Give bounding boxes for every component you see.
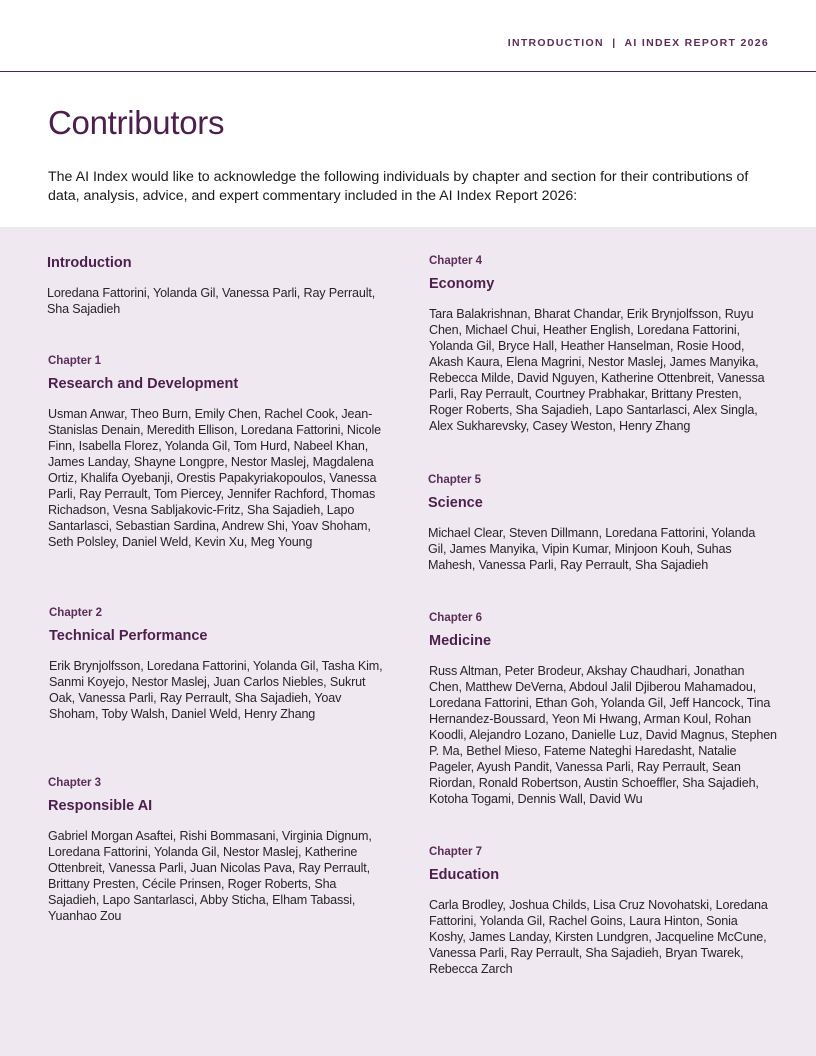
section-heading: Responsible AI bbox=[48, 798, 153, 814]
contributor-names: Erik Brynjolfsson, Loredana Fattorini, Yolanda Gil, Tasha Kim, Sanmi Koyejo, Nestor Maslej, Juan Carlos Niebles, Sukrut Oak, Vanessa Parli, Ray Perrault, Sha Sajadieh, Yoav Shoham, Toby Walsh, Daniel Weld, Henry Zhang bbox=[49, 659, 383, 721]
chapter-label: Chapter 6 bbox=[429, 612, 483, 624]
chapter-label: Chapter 7 bbox=[429, 846, 483, 858]
chapter-label: Chapter 3 bbox=[48, 777, 102, 789]
contributor-names: Gabriel Morgan Asaftei, Rishi Bommasani, Virginia Dignum, Loredana Fattorini, Yolanda Gil, Nestor Maslej, Katherine Ottenbreit, Vanessa Parli, Juan Nicolas Pava, Ray Perrault, Brittany Presten, Cécile Prinsen, Roger Roberts, Sha Sajadieh, Lapo Santarlasci, Abby Sticha, Elham Tabassi, Yuanhao Zou bbox=[48, 829, 372, 923]
running-header bbox=[0, 0, 816, 72]
contributor-names: Russ Altman, Peter Brodeur, Akshay Chaudhari, Jonathan Chen, Matthew DeVerna, Abdoul Jalil Djiberou Mahamadou, Loredana Fattorini, Ethan Goh, Yolanda Gil, Jeff Hancock, Tina Hernandez-Boussard, Yeon Mi Hwang, Arman Koul, Rohan Koodli, Alejandro Lozano, Danielle Luz, David Magnus, Stephen P. Ma, Bethel Mieso, Fateme Nateghi Haredasht, Natalie Pageler, Ayush Pandit, Vanessa Parli, Ray Perrault, Sean Riordan, Ronald Robertson, Austin Schoeffler, Sha Sajadieh, Kotoha Togami, Dennis Wall, David Wu bbox=[429, 664, 777, 806]
chapter-label: Chapter 2 bbox=[49, 607, 103, 619]
chapter-label: Chapter 4 bbox=[429, 255, 483, 267]
section-chapter-1 bbox=[48, 355, 383, 550]
section-heading: Science bbox=[428, 495, 483, 511]
page-title: Contributors bbox=[48, 104, 225, 141]
running-header-label: INTRODUCTION | AI INDEX REPORT 2026 bbox=[507, 37, 769, 49]
contributor-names: Tara Balakrishnan, Bharat Chandar, Erik Brynjolfsson, Ruyu Chen, Michael Chui, Heather English, Loredana Fattorini, Yolanda Gil, Bryce Hall, Heather Hanselman, Rosie Hood, Akash Kaura, Elena Magrini, Nestor Maslej, James Manyika, Rebecca Milde, David Nguyen, Katherine Ottenbreit, Vanessa Parli, Ray Perrault, Courtney Prabhakar, Brittany Presten, Roger Roberts, Sha Sajadieh, Lapo Santarlasci, Alex Singla, Alex Sukharevsky, Casey Weston, Henry Zhang bbox=[429, 307, 765, 433]
section-heading: Technical Performance bbox=[49, 628, 208, 644]
section-chapter-5 bbox=[428, 474, 776, 573]
section-heading: Economy bbox=[429, 276, 495, 292]
section-chapter-2 bbox=[49, 607, 384, 722]
section-chapter-7 bbox=[429, 846, 777, 977]
chapter-label: Chapter 1 bbox=[48, 355, 102, 367]
section-heading: Introduction bbox=[47, 255, 132, 271]
section-chapter-6 bbox=[429, 612, 777, 807]
contributor-names: Carla Brodley, Joshua Childs, Lisa Cruz Novohatski, Loredana Fattorini, Yolanda Gil, Rachel Goins, Laura Hinton, Sonia Koshy, James Landay, Kirsten Lundgren, Jacqueline McCune, Vanessa Parli, Ray Perrault, Sha Sajadieh, Bryan Twarek, Rebecca Zarch bbox=[429, 898, 768, 976]
section-introduction bbox=[47, 255, 382, 317]
section-chapter-3 bbox=[48, 777, 383, 924]
section-heading: Education bbox=[429, 867, 500, 883]
contributor-names: Usman Anwar, Theo Burn, Emily Chen, Rachel Cook, Jean-Stanislas Denain, Meredith Ellison, Loredana Fattorini, Nicole Finn, Isabella Florez, Yolanda Gil, Tom Hurd, Nabeel Khan, James Landay, Shayne Longpre, Nestor Maslej, Magdalena Ortiz, Khalifa Oyebanji, Orestis Papakyriakopoulos, Vanessa Parli, Ray Perrault, Tom Piercey, Jennifer Rachford, Thomas Richadson, Vesna Sabljakovic-Fritz, Sha Sajadieh, Lapo Santarlasci, Sebastian Sardina, Andrew Shi, Yoav Shoham, Seth Polsley, Daniel Weld, Kevin Xu, Meg Young bbox=[48, 407, 382, 549]
section-heading: Medicine bbox=[429, 633, 492, 649]
section-heading: Research and Development bbox=[48, 376, 239, 392]
section-chapter-4 bbox=[429, 255, 777, 434]
contributor-names: Loredana Fattorini, Yolanda Gil, Vanessa Parli, Ray Perrault, Sha Sajadieh bbox=[47, 286, 376, 316]
contributor-names: Michael Clear, Steven Dillmann, Loredana Fattorini, Yolanda Gil, James Manyika, Vipin Kumar, Minjoon Kouh, Suhas Mahesh, Vanessa Parli, Ray Perrault, Sha Sajadieh bbox=[428, 526, 756, 572]
intro-paragraph: The AI Index would like to acknowledge the following individuals by chapter and section for their contributions of data, analysis, advice, and expert commentary included in the AI Index Report 2026: bbox=[48, 169, 749, 204]
chapter-label: Chapter 5 bbox=[428, 474, 482, 486]
